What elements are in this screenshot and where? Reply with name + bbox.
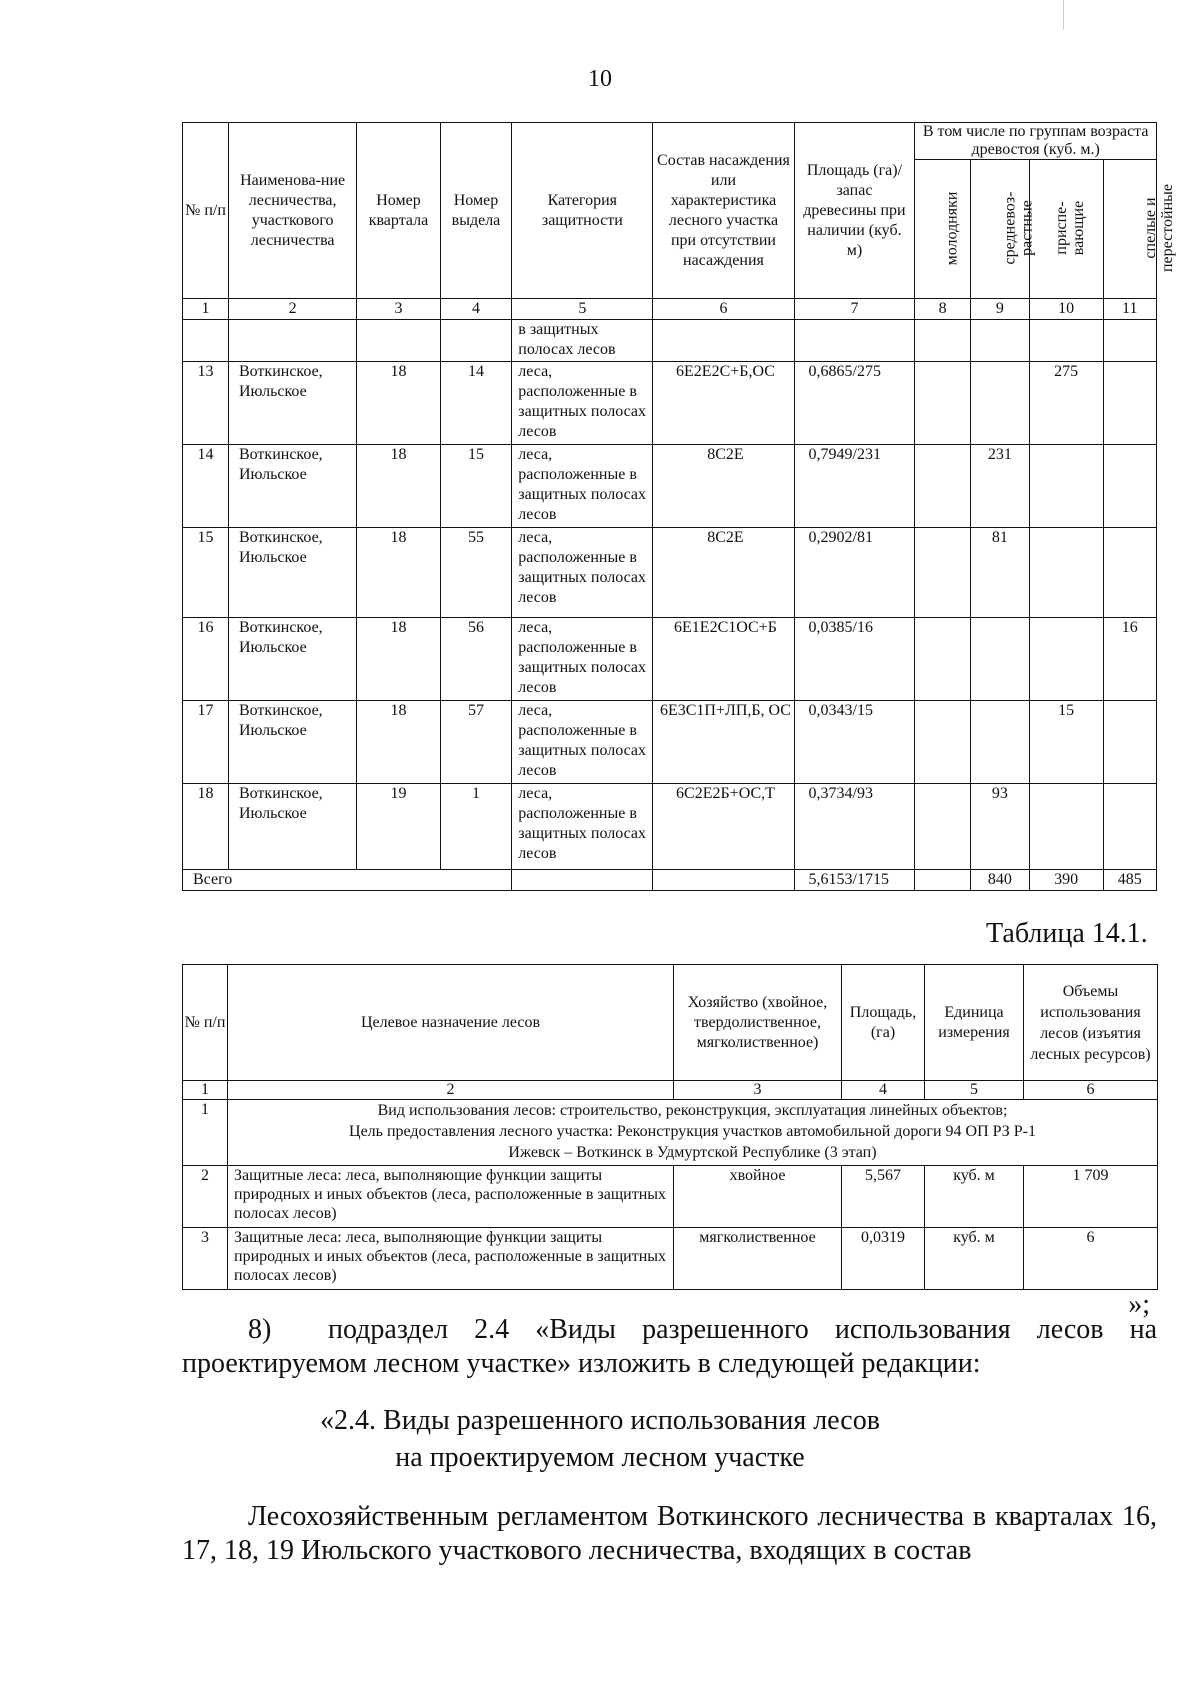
table-row: 16 Воткинское, Июльское 18 56 леса, расположенные в защитных полосах лесов 6Е1Е2С1ОС+Б 0,0385/16 16 xyxy=(183,618,1157,701)
header-area: Площадь (га)/запас древесины при наличии (куб. м) xyxy=(794,123,915,299)
header-num: № п/п xyxy=(183,123,229,299)
table-caption: Таблица 14.1. xyxy=(986,918,1148,949)
total-young xyxy=(915,870,971,891)
header-composition: Состав насаждения или характеристика лесного участка при отсутствии насаждения xyxy=(653,123,794,299)
table-row: 13 Воткинское, Июльское 18 14 леса, расположенные в защитных полосах лесов 6Е2Е2С+Б,ОС 0,6865/275 275 xyxy=(183,362,1157,445)
header-forestry: Наименова-ние лесничества, участкового лесничества xyxy=(228,123,356,299)
section-title-line-1: «2.4. Виды разрешенного использования лесов xyxy=(320,1405,880,1436)
use-header-purpose: Целевое назначение лесов xyxy=(228,965,674,1081)
table-row: 14 Воткинское, Июльское 18 15 леса, расположенные в защитных полосах лесов 8С2Е 0,7949/231 231 xyxy=(183,445,1157,528)
header-age-groups: В том числе по группам возраста древостоя (куб. м.) xyxy=(915,123,1157,160)
continuation-category: в защитных полосах лесов xyxy=(512,320,653,362)
section-title-line-2: на проектируемом лесном участке xyxy=(395,1442,805,1473)
total-row xyxy=(183,870,1157,891)
amendment-paragraph xyxy=(182,1313,1157,1381)
table-row: 17 Воткинское, Июльское 18 57 леса, расположенные в защитных полосах лесов 6Е3С1П+ЛП,Б, ОС 0,0343/15 15 xyxy=(183,701,1157,784)
use-purpose-note: Вид использования лесов: строительство, реконструкция, эксплуатация линейных объектов; Цель предоставления лесного участка: Реконструкция участков автомобильной дороги 94 ОП РЗ Р-1 Ижевск – Воткинск в Удмуртской Республике (3 этап) xyxy=(228,1100,1158,1166)
page-number: 10 xyxy=(588,66,612,92)
table-row: 15 Воткинское, Июльское 18 55 леса, расположенные в защитных полосах лесов 8С2Е 0,2902/81 81 xyxy=(183,528,1157,618)
use-column-index-row: 1 2 3 4 5 6 xyxy=(183,1081,1158,1100)
amendment-text: подраздел 2.4 «Виды разрешенного использования лесов на проектируемом лесном участке» изложить в следующей редакции: xyxy=(182,1314,1157,1379)
column-index-row: 1 2 3 4 5 6 7 8 9 10 11 xyxy=(183,299,1157,320)
body-paragraph xyxy=(182,1500,1157,1568)
table-row: 2 Защитные леса: леса, выполняющие функции защиты природных и иных объектов (леса, расположенные в защитных полосах лесов) хвойное 5,567 куб. м 1 709 xyxy=(183,1166,1158,1228)
closing-quote: »; xyxy=(1128,1289,1150,1320)
amendment-number: 8) xyxy=(248,1314,272,1345)
total-middle: 840 xyxy=(970,870,1029,891)
forest-plot-table xyxy=(182,122,1176,891)
total-maturing: 390 xyxy=(1029,870,1103,891)
continuation-row xyxy=(183,320,1157,362)
use-purpose-row: 1 Вид использования лесов: строительство, реконструкция, эксплуатация линейных объектов; Цель предоставления лесного участка: Реконструкция участков автомобильной дороги 94 ОП РЗ Р-1 Ижевск – Воткинск в Удмуртской Республике (3 этап) xyxy=(183,1100,1158,1166)
table-row: 3 Защитные леса: леса, выполняющие функции защиты природных и иных объектов (леса, расположенные в защитных полосах лесов) мягколиственное 0,0319 куб. м 6 xyxy=(183,1228,1158,1290)
use-header-unit: Единица измерения xyxy=(925,965,1024,1081)
use-header-num: № п/п xyxy=(183,965,228,1081)
body-text: Лесохозяйственным регламентом Воткинского лесничества в кварталах 16, 17, 18, 19 Июльского участкового лесничества, входящих в состав xyxy=(182,1501,1157,1566)
use-header-volume: Объемы использования лесов (изъятия лесных ресурсов) xyxy=(1024,965,1158,1081)
total-label: Всего xyxy=(183,870,512,891)
total-area: 5,6153/1715 xyxy=(794,870,915,891)
section-title xyxy=(0,1402,1200,1476)
scan-corner-mark xyxy=(1063,0,1064,30)
header-middle-aged: средневоз-растные xyxy=(970,160,1029,299)
header-young: молодняки xyxy=(915,160,971,299)
header-mature: спелые и перестойные xyxy=(1103,160,1157,299)
header-section: Номер выдела xyxy=(440,123,512,299)
header-quarter: Номер квартала xyxy=(357,123,440,299)
use-header-economy: Хозяйство (хвойное, твердолиственное, мягколиственное) xyxy=(674,965,842,1081)
total-mature: 485 xyxy=(1103,870,1157,891)
forest-use-table xyxy=(182,964,1158,1290)
table-row: 18 Воткинское, Июльское 19 1 леса, расположенные в защитных полосах лесов 6С2Е2Б+ОС,Т 0,3734/93 93 xyxy=(183,784,1157,870)
header-maturing: приспе-вающие xyxy=(1029,160,1103,299)
use-header-area: Площадь, (га) xyxy=(842,965,925,1081)
header-category: Категория защитности xyxy=(512,123,653,299)
